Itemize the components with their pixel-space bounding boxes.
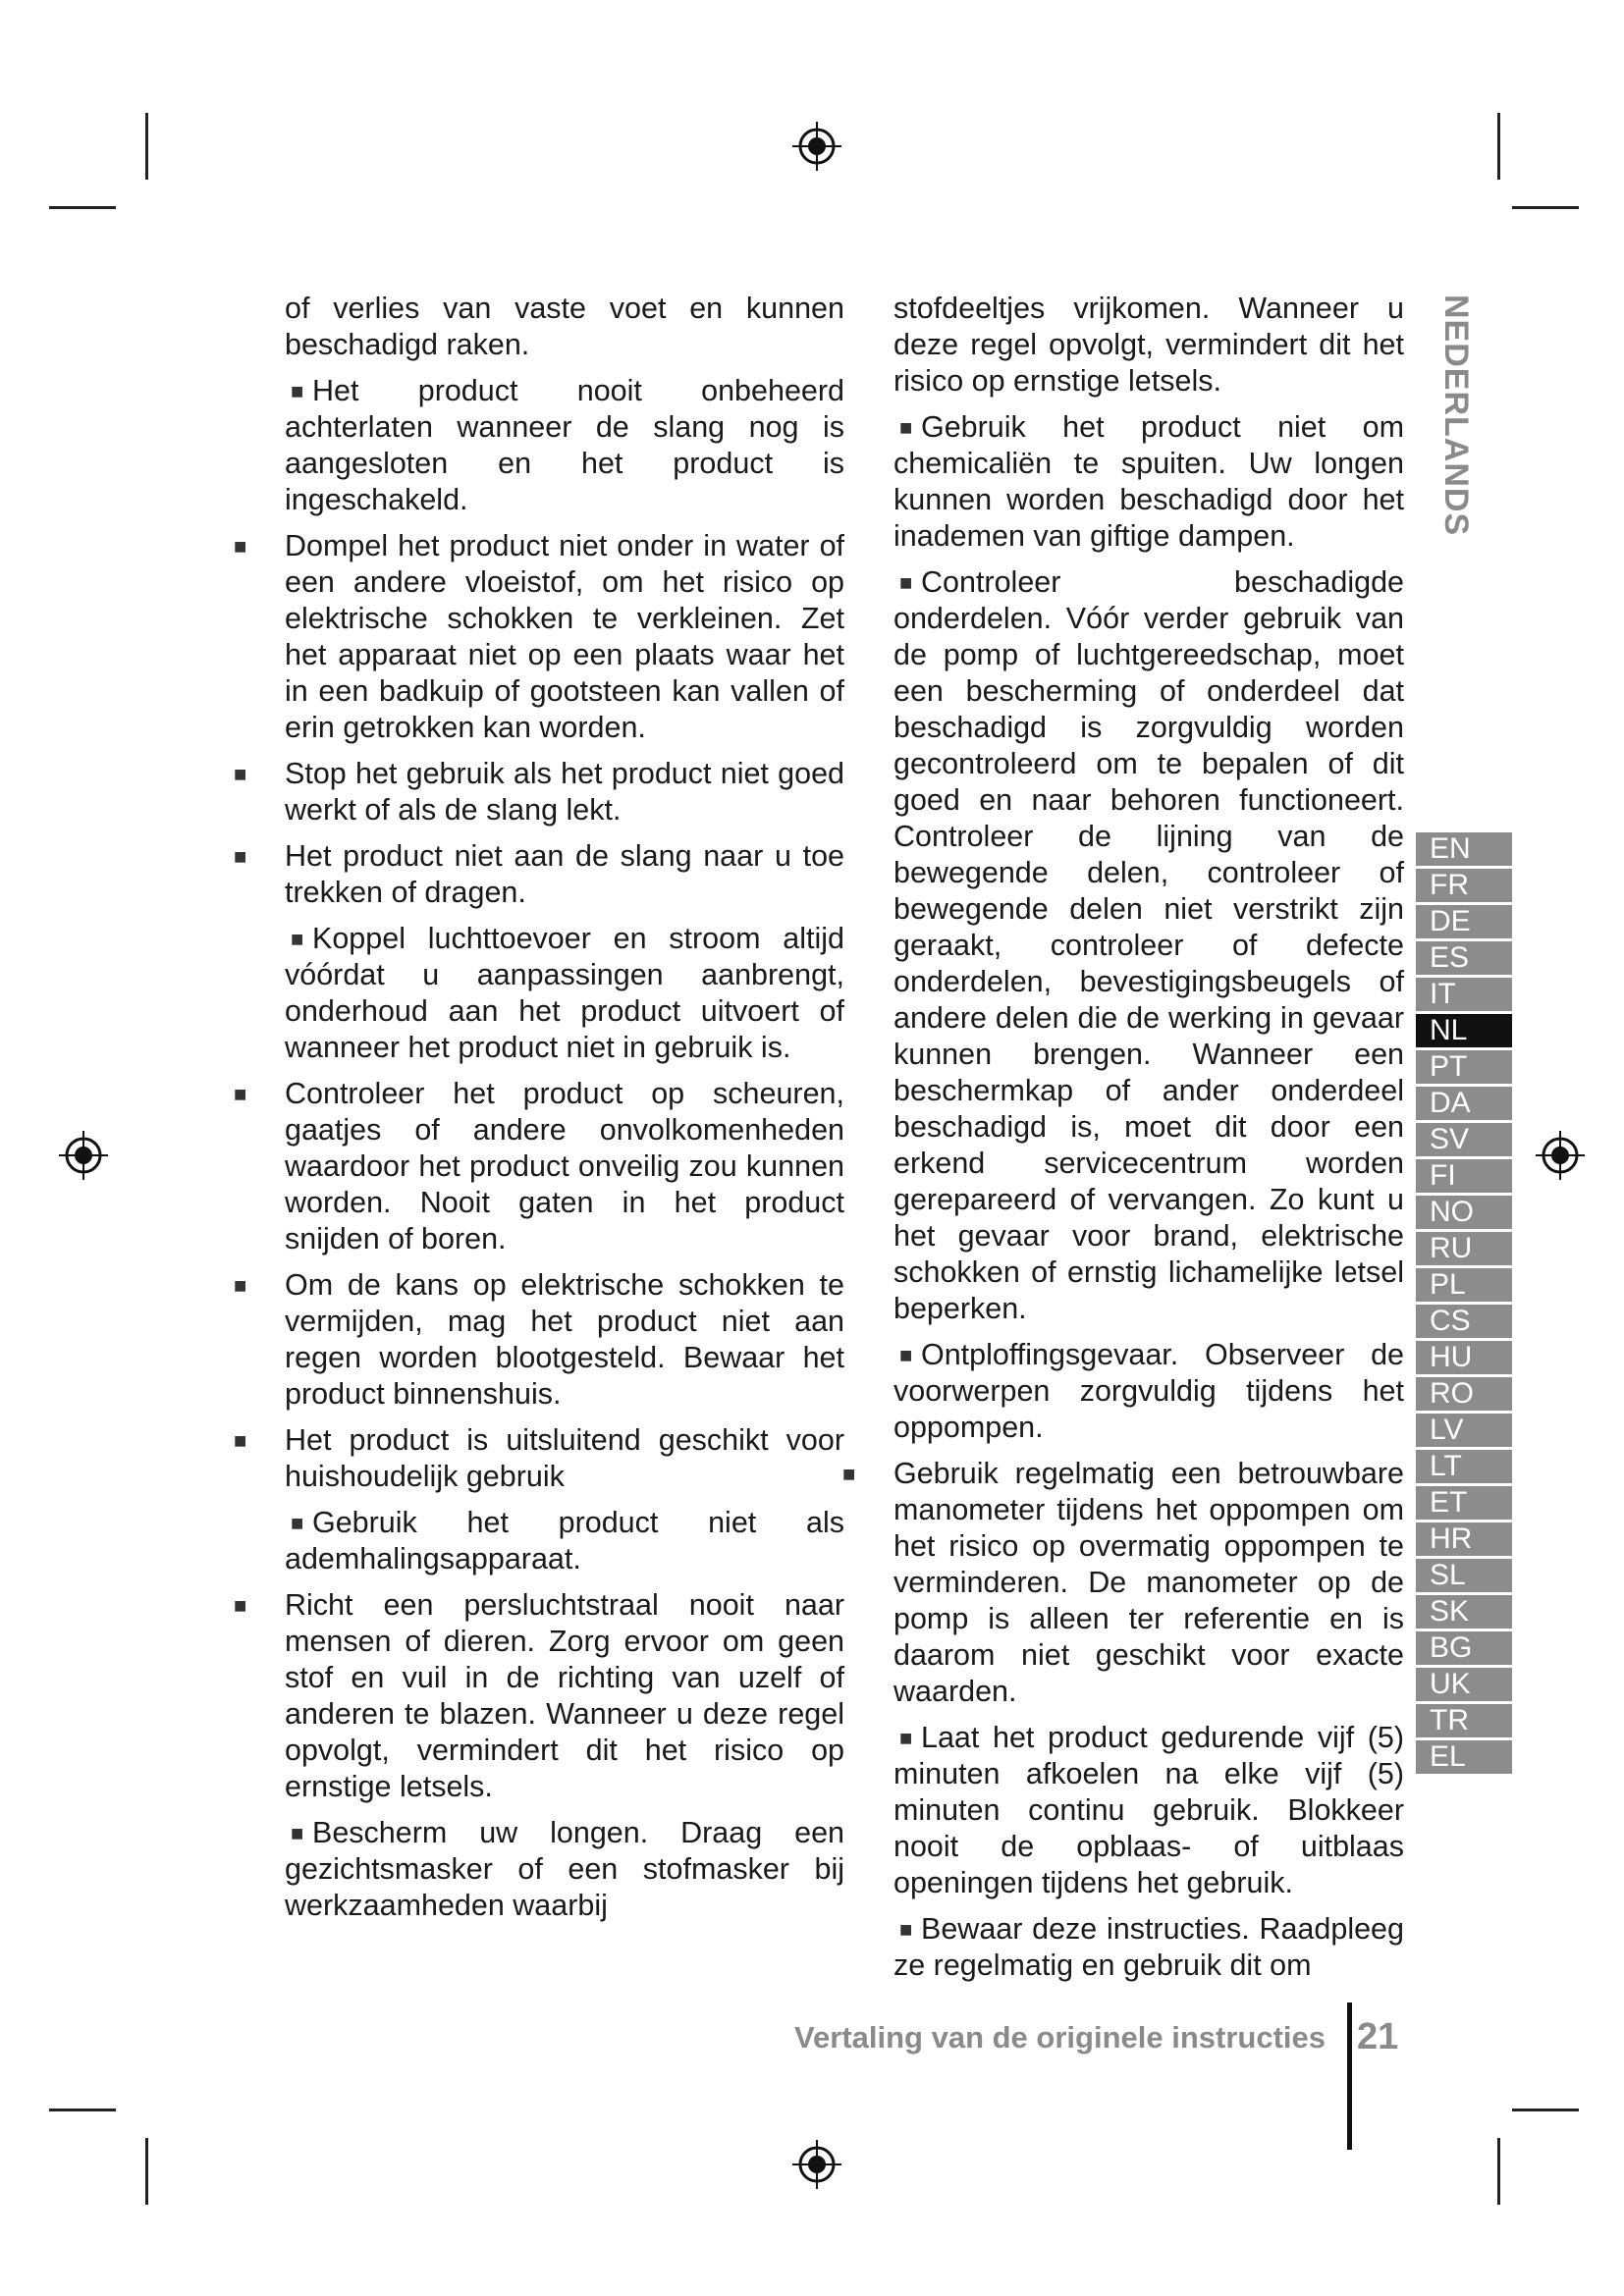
language-tab-hu[interactable]: HU — [1416, 1341, 1512, 1374]
bullet-icon: ■ — [899, 415, 913, 440]
bullet-item: ■ Dompel het product niet onder in water of een andere vloeistof, om het risico op elektrische schokken te verkleinen. Zet het apparaat niet op een plaats waar het in een badkuip of gootsteen kan vallen of erin getrokken kan worden. — [234, 529, 844, 744]
language-tab-sk[interactable]: SK — [1416, 1595, 1512, 1629]
bullet-item: ■ Richt een persluchtstraal nooit naar mensen of dieren. Zorg ervoor om geen stof en vuil in de richting van uzelf of anderen te blazen. Wanneer u deze regel opvolgt, vermindert dit het risico op ernstige letsels. — [234, 1588, 844, 1803]
bullet-item: ■ Gebruik het product niet om chemicaliën te spuiten. Uw longen kunnen worden beschadigd door het inademen van giftige dampen. — [893, 409, 1404, 555]
language-tab-bg[interactable]: BG — [1416, 1631, 1512, 1665]
bullet-item: ■ Gebruik regelmatig een betrouwbare manometer tijdens het oppompen om het risico op overmatig oppompen te verminderen. De manometer op de pomp is alleen ter referentie en is daarom niet geschikt voor exacte waarden. — [842, 1457, 1404, 1708]
language-tab-en[interactable]: EN — [1416, 832, 1512, 866]
footer-divider — [1347, 2002, 1352, 2150]
language-tab-ro[interactable]: RO — [1416, 1377, 1512, 1411]
bullet-item: ■ Het product nooit onbeheerd achterlaten wanneer de slang nog is aangesloten en het product is ingeschakeld. — [285, 373, 844, 518]
bullet-icon: ■ — [234, 534, 247, 559]
crop-mark — [49, 206, 116, 209]
bullet-icon: ■ — [899, 1343, 913, 1367]
language-tab-da[interactable]: DA — [1416, 1087, 1512, 1120]
bullet-item: ■ Stop het gebruik als het product niet goed werkt of als de slang lekt. — [234, 757, 844, 827]
crop-mark — [145, 2138, 148, 2205]
bullet-icon: ■ — [234, 762, 247, 786]
bullet-icon: ■ — [899, 1917, 913, 1942]
language-tab-sl[interactable]: SL — [1416, 1559, 1512, 1592]
bullet-item: ■ Ontploffingsgevaar. Observeer de voorwerpen zorgvuldig tijdens het oppompen. — [893, 1337, 1404, 1446]
bullet-item: ■ Bewaar deze instructies. Raadpleeg ze regelmatig en gebruik dit om — [893, 1911, 1404, 1984]
language-tab-nl[interactable]: NL — [1416, 1014, 1512, 1047]
language-tab-lt[interactable]: LT — [1416, 1450, 1512, 1483]
bullet-item: ■ Controleer beschadigde onderdelen. Vóór verder gebruik van de pomp of luchtgereedschap, moet een bescherming of onderdeel dat beschadigd is zorgvuldig worden gecontroleerd om te bepalen of dit goed en naar behoren functioneert. Controleer de lijning van de bewegende delen, controleer of bewegende delen niet verstrikt zijn geraakt, controleer of defecte onderdelen, bevestigingsbeugels of andere delen die de werking in gevaar kunnen brengen. Wanneer een beschermkap of ander onderdeel beschadigd is, moet dit door een erkend servicecentrum worden gerepareerd of vervangen. Zo kunt u het gevaar voor brand, elektrische schokken of ernstig lichamelijke letsel beperken. — [893, 564, 1404, 1327]
paragraph: of verlies van vaste voet en kunnen beschadigd raken. — [285, 292, 844, 361]
right-column — [842, 291, 1404, 1994]
language-tab-no[interactable]: NO — [1416, 1196, 1512, 1229]
language-tab-et[interactable]: ET — [1416, 1486, 1512, 1520]
crop-mark — [1497, 113, 1500, 180]
language-tab-hr[interactable]: HR — [1416, 1522, 1512, 1556]
bullet-item: ■ Controleer het product op scheuren, gaatjes of andere onvolkomenheden waardoor het product onveilig zou kunnen worden. Nooit gaten in het product snijden of boren. — [234, 1077, 844, 1255]
registration-mark-icon — [790, 120, 843, 173]
bullet-item: ■ Om de kans op elektrische schokken te vermijden, mag het product niet aan regen worden blootgesteld. Bewaar het product binnenshuis. — [234, 1268, 844, 1411]
crop-mark — [49, 2109, 116, 2111]
bullet-icon: ■ — [234, 1082, 247, 1106]
bullet-icon: ■ — [842, 1462, 856, 1486]
bullet-item: ■ Gebruik het product niet als ademhalingsapparaat. — [285, 1505, 844, 1577]
language-tab-list — [1416, 832, 1512, 1777]
footer-title: Vertaling van de originele instructies — [794, 2020, 1326, 2055]
bullet-item: ■ Het product niet aan de slang naar u toe trekken of dragen. — [234, 839, 844, 909]
language-tab-lv[interactable]: LV — [1416, 1414, 1512, 1447]
language-tab-it[interactable]: IT — [1416, 978, 1512, 1011]
bullet-icon: ■ — [234, 1593, 247, 1618]
bullet-item: ■ Bescherm uw longen. Draag een gezichtsmasker of een stofmasker bij werkzaamheden waarbij — [285, 1815, 844, 1924]
bullet-icon: ■ — [234, 844, 247, 869]
left-column — [234, 291, 844, 1934]
language-tab-sv[interactable]: SV — [1416, 1123, 1512, 1156]
bullet-icon: ■ — [234, 1428, 247, 1453]
language-tab-pl[interactable]: PL — [1416, 1268, 1512, 1302]
section-language-title: NEDERLANDS — [1437, 294, 1475, 537]
crop-mark — [1512, 206, 1579, 209]
crop-mark — [145, 113, 148, 180]
registration-mark-icon — [1534, 1129, 1587, 1182]
bullet-item: ■ Het product is uitsluitend geschikt voor huishoudelijk gebruik — [234, 1423, 844, 1493]
language-tab-ru[interactable]: RU — [1416, 1232, 1512, 1265]
language-tab-pt[interactable]: PT — [1416, 1050, 1512, 1084]
language-tab-tr[interactable]: TR — [1416, 1704, 1512, 1737]
bullet-icon: ■ — [291, 1821, 304, 1845]
bullet-icon: ■ — [234, 1273, 247, 1298]
registration-mark-icon — [57, 1129, 110, 1182]
bullet-icon: ■ — [291, 1511, 304, 1535]
bullet-icon: ■ — [899, 1726, 913, 1750]
paragraph: stofdeeltjes vrijkomen. Wanneer u deze regel opvolgt, vermindert dit het risico op ernstige letsels. — [893, 292, 1404, 398]
language-tab-es[interactable]: ES — [1416, 941, 1512, 975]
crop-mark — [1512, 2109, 1579, 2111]
bullet-item: ■ Laat het product gedurende vijf (5) minuten afkoelen na elke vijf (5) minuten continu gebruik. Blokkeer nooit de opblaas- of uitblaas openingen tijdens het gebruik. — [893, 1720, 1404, 1901]
page-number: 21 — [1357, 2016, 1399, 2057]
language-tab-uk[interactable]: UK — [1416, 1668, 1512, 1701]
registration-mark-icon — [790, 2138, 843, 2191]
bullet-icon: ■ — [899, 570, 913, 595]
language-tab-el[interactable]: EL — [1416, 1740, 1512, 1774]
language-tab-cs[interactable]: CS — [1416, 1305, 1512, 1338]
bullet-icon: ■ — [291, 379, 304, 403]
language-tab-fi[interactable]: FI — [1416, 1159, 1512, 1193]
crop-mark — [1497, 2138, 1500, 2205]
bullet-item: ■ Koppel luchttoevoer en stroom altijd vóórdat u aanpassingen aanbrengt, onderhoud aan het product uitvoert of wanneer het product niet in gebruik is. — [285, 921, 844, 1066]
bullet-icon: ■ — [291, 927, 304, 951]
language-tab-de[interactable]: DE — [1416, 905, 1512, 938]
language-tab-fr[interactable]: FR — [1416, 869, 1512, 902]
